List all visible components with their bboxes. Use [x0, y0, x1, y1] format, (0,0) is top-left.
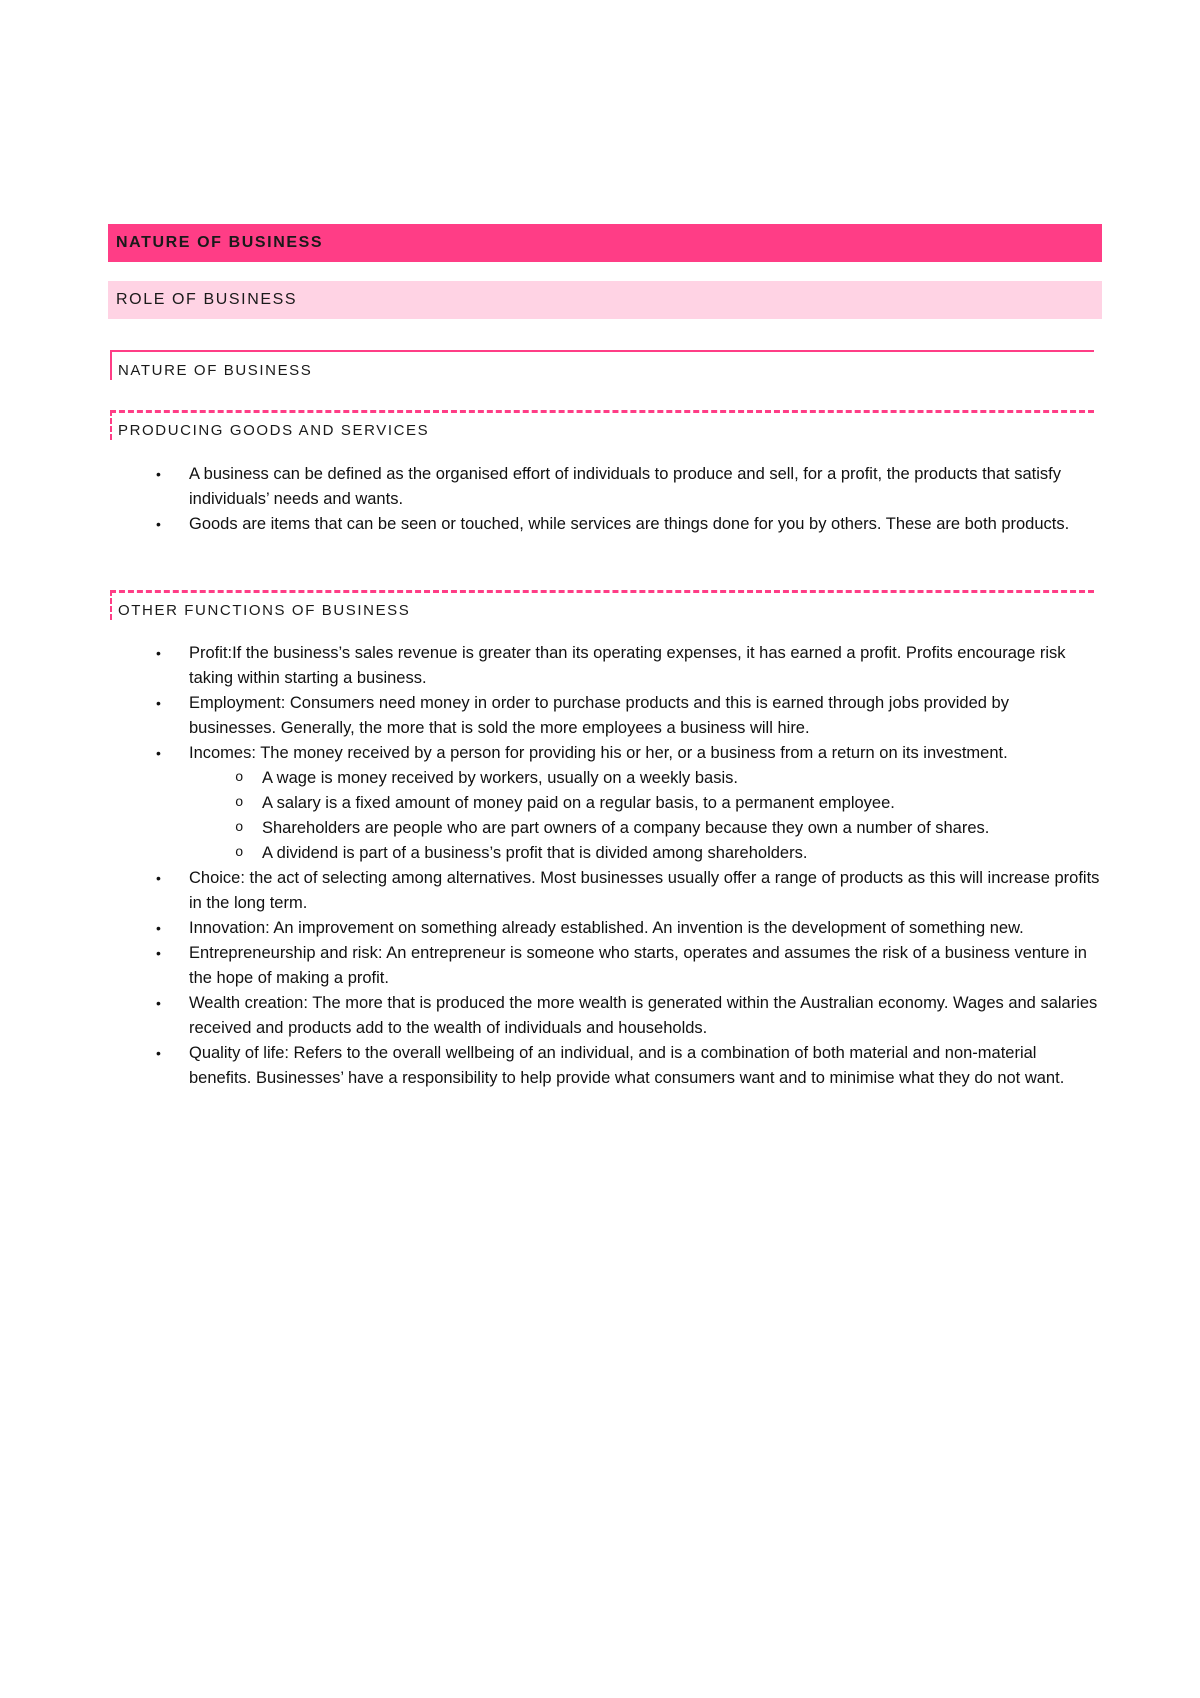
sub-bullet-marker: o: [235, 820, 244, 836]
list-item: [150, 462, 1100, 512]
list-item: [150, 512, 1100, 537]
functions-list: [150, 641, 1100, 1091]
list-item-quality: [150, 1041, 1100, 1091]
list-item-text: Profit:If the business’s sales revenue is greater than its operating expenses, it has earned a profit. Profits encourage risk taking within starting a business.: [189, 644, 1066, 687]
producing-list: [150, 462, 1100, 537]
sub-list-item-text: A dividend is part of a business’s profit that is divided among shareholders.: [262, 844, 808, 862]
list-item-profit: [150, 641, 1100, 691]
section-heading-functions-text: OTHER FUNCTIONS OF BUSINESS: [118, 602, 411, 619]
bullet-marker: •: [156, 920, 161, 936]
heading-2-subtitle: [108, 281, 1102, 319]
sub-list-item: [189, 791, 1100, 816]
list-item-text: Goods are items that can be seen or touched, while services are things done for you by others. These are both products.: [189, 515, 1070, 533]
bullet-marker: •: [156, 645, 161, 661]
list-item-text: Choice: the act of selecting among alternatives. Most businesses usually offer a range of products as this will increase profits in the long term.: [189, 869, 1100, 912]
list-item-choice: [150, 866, 1100, 916]
bullet-marker: •: [156, 695, 161, 711]
list-item-incomes: [150, 741, 1100, 866]
section-heading-producing: [110, 410, 1094, 440]
list-item-text: Quality of life: Refers to the overall wellbeing of an individual, and is a combination of both material and non-material benefits. Businesses’ have a responsibility to help provide what consumers want and to minimise what they do not want.: [189, 1044, 1065, 1087]
sub-list-item-text: A salary is a fixed amount of money paid on a regular basis, to a permanent employee.: [262, 794, 895, 812]
bullet-marker: •: [156, 1045, 161, 1061]
section-heading-producing-text: PRODUCING GOODS AND SERVICES: [118, 422, 430, 439]
heading-1-text: NATURE OF BUSINESS: [116, 234, 324, 251]
list-item-text: Employment: Consumers need money in order to purchase products and this is earned through jobs provided by businesses. Generally, the more that is sold the more employees a business will hire.: [189, 694, 1009, 737]
list-item-wealth: [150, 991, 1100, 1041]
sub-list-item: [189, 766, 1100, 791]
section-heading-nature: [110, 350, 1094, 380]
list-item-text: Incomes: The money received by a person for providing his or her, or a business from a return on its investment.: [189, 744, 1008, 762]
sub-list-item: [189, 841, 1100, 866]
section-heading-nature-text: NATURE OF BUSINESS: [118, 362, 313, 379]
list-item-innovation: [150, 916, 1100, 941]
heading-2-text: ROLE OF BUSINESS: [116, 291, 298, 308]
list-item-text: Innovation: An improvement on something already established. An invention is the development of something new.: [189, 919, 1024, 937]
sub-list-item: [189, 816, 1100, 841]
section-heading-functions: [110, 590, 1094, 620]
list-item-text: Entrepreneurship and risk: An entrepreneur is someone who starts, operates and assumes the risk of a business venture in the hope of making a profit.: [189, 944, 1087, 987]
list-item-text: Wealth creation: The more that is produced the more wealth is generated within the Australian economy. Wages and salaries received and products add to the wealth of individuals and households.: [189, 994, 1098, 1037]
sub-list-item-text: Shareholders are people who are part owners of a company because they own a number of shares.: [262, 819, 990, 837]
bullet-marker: •: [156, 745, 161, 761]
bullet-marker: •: [156, 516, 161, 532]
list-item-employment: [150, 691, 1100, 741]
incomes-sublist: [189, 766, 1100, 866]
bullet-marker: •: [156, 466, 161, 482]
bullet-marker: •: [156, 870, 161, 886]
sub-bullet-marker: o: [235, 795, 244, 811]
heading-1-title: [108, 224, 1102, 262]
list-item-entrepreneurship: [150, 941, 1100, 991]
bullet-marker: •: [156, 995, 161, 1011]
list-item-text: A business can be defined as the organised effort of individuals to produce and sell, for a profit, the products that satisfy individuals’ needs and wants.: [189, 465, 1061, 508]
bullet-marker: •: [156, 945, 161, 961]
sub-list-item-text: A wage is money received by workers, usually on a weekly basis.: [262, 769, 738, 787]
sub-bullet-marker: o: [235, 845, 244, 861]
sub-bullet-marker: o: [235, 770, 244, 786]
